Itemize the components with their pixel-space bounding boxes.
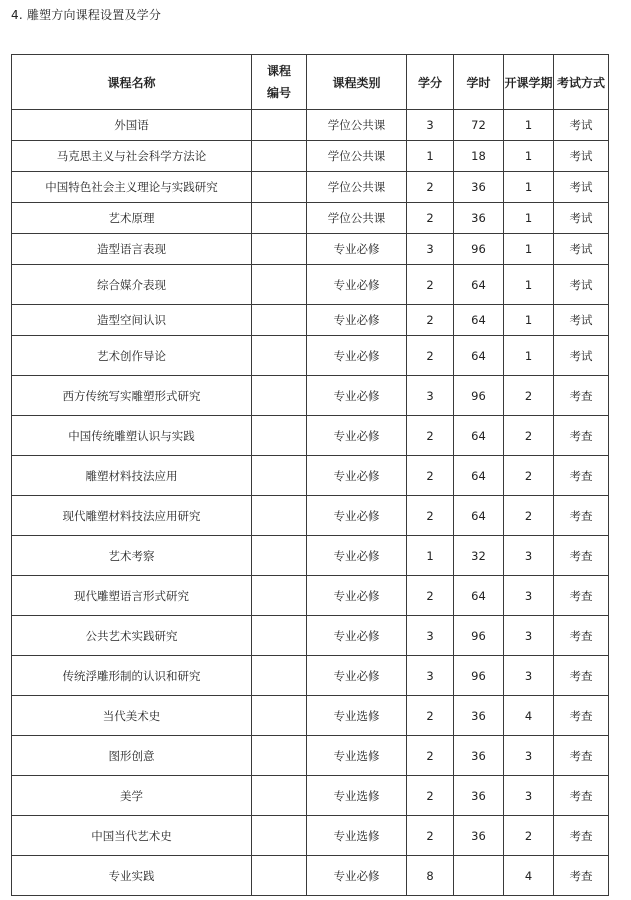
hours-cell: 96 — [454, 234, 504, 265]
exam-method-cell: 考试 — [554, 172, 609, 203]
exam-method-cell: 考查 — [554, 456, 609, 496]
hours-cell: 64 — [454, 456, 504, 496]
header-course-code-line2: 编号 — [266, 86, 291, 100]
exam-method-cell: 考查 — [554, 776, 609, 816]
table-row — [12, 576, 609, 616]
course-category-cell: 专业必修 — [307, 234, 407, 265]
course-code-cell — [252, 265, 307, 305]
course-table — [11, 54, 609, 896]
course-code-cell — [252, 376, 307, 416]
table-row — [12, 776, 609, 816]
credits-cell: 3 — [407, 110, 454, 141]
hours-cell: 64 — [454, 496, 504, 536]
credits-cell: 2 — [407, 736, 454, 776]
header-course-name: 课程名称 — [12, 55, 252, 110]
hours-cell: 36 — [454, 816, 504, 856]
semester-cell: 3 — [504, 776, 554, 816]
semester-cell: 3 — [504, 576, 554, 616]
exam-method-cell: 考试 — [554, 305, 609, 336]
credits-cell: 2 — [407, 172, 454, 203]
exam-method-cell: 考试 — [554, 141, 609, 172]
hours-cell: 64 — [454, 576, 504, 616]
exam-method-cell: 考试 — [554, 203, 609, 234]
exam-method-cell: 考试 — [554, 336, 609, 376]
section-heading: 4. 雕塑方向课程设置及学分 — [11, 8, 162, 22]
credits-cell: 1 — [407, 536, 454, 576]
course-name-cell: 中国当代艺术史 — [12, 816, 252, 856]
course-name-cell: 图形创意 — [12, 736, 252, 776]
table-row — [12, 536, 609, 576]
credits-cell: 3 — [407, 616, 454, 656]
course-code-cell — [252, 110, 307, 141]
course-code-cell — [252, 456, 307, 496]
header-exam-method: 考试方式 — [554, 55, 609, 110]
exam-method-cell: 考查 — [554, 416, 609, 456]
course-category-cell: 学位公共课 — [307, 203, 407, 234]
semester-cell: 1 — [504, 336, 554, 376]
hours-cell: 36 — [454, 736, 504, 776]
course-category-cell: 专业必修 — [307, 456, 407, 496]
hours-cell: 36 — [454, 203, 504, 234]
table-row — [12, 172, 609, 203]
course-category-cell: 专业必修 — [307, 305, 407, 336]
semester-cell: 2 — [504, 376, 554, 416]
credits-cell: 3 — [407, 656, 454, 696]
course-code-cell — [252, 141, 307, 172]
hours-cell: 36 — [454, 776, 504, 816]
hours-cell: 72 — [454, 110, 504, 141]
table-row — [12, 696, 609, 736]
course-category-cell: 专业必修 — [307, 496, 407, 536]
semester-cell: 4 — [504, 696, 554, 736]
credits-cell: 3 — [407, 234, 454, 265]
semester-cell: 2 — [504, 496, 554, 536]
course-code-cell — [252, 416, 307, 456]
course-code-cell — [252, 536, 307, 576]
header-semester: 开课学期 — [504, 55, 554, 110]
course-code-cell — [252, 336, 307, 376]
course-name-cell: 传统浮雕形制的认识和研究 — [12, 656, 252, 696]
hours-cell: 36 — [454, 696, 504, 736]
course-name-cell: 现代雕塑材料技法应用研究 — [12, 496, 252, 536]
course-name-cell: 当代美术史 — [12, 696, 252, 736]
course-name-cell: 外国语 — [12, 110, 252, 141]
course-category-cell: 学位公共课 — [307, 141, 407, 172]
course-name-cell: 雕塑材料技法应用 — [12, 456, 252, 496]
course-code-cell — [252, 736, 307, 776]
exam-method-cell: 考查 — [554, 856, 609, 896]
table-row — [12, 456, 609, 496]
credits-cell: 2 — [407, 416, 454, 456]
course-code-cell — [252, 172, 307, 203]
course-code-cell — [252, 203, 307, 234]
exam-method-cell: 考试 — [554, 265, 609, 305]
course-category-cell: 专业必修 — [307, 416, 407, 456]
course-name-cell: 综合媒介表现 — [12, 265, 252, 305]
course-code-cell — [252, 616, 307, 656]
course-name-cell: 现代雕塑语言形式研究 — [12, 576, 252, 616]
table-row — [12, 203, 609, 234]
course-table-body — [12, 110, 609, 896]
course-code-cell — [252, 816, 307, 856]
course-category-cell: 专业必修 — [307, 616, 407, 656]
course-category-cell: 专业选修 — [307, 816, 407, 856]
course-name-cell: 艺术考察 — [12, 536, 252, 576]
credits-cell: 2 — [407, 496, 454, 536]
course-category-cell: 专业必修 — [307, 656, 407, 696]
exam-method-cell: 考查 — [554, 496, 609, 536]
credits-cell: 8 — [407, 856, 454, 896]
hours-cell — [454, 856, 504, 896]
course-category-cell: 专业必修 — [307, 856, 407, 896]
course-category-cell: 学位公共课 — [307, 172, 407, 203]
table-row — [12, 616, 609, 656]
hours-cell: 36 — [454, 172, 504, 203]
table-row — [12, 656, 609, 696]
credits-cell: 2 — [407, 305, 454, 336]
course-category-cell: 专业必修 — [307, 576, 407, 616]
table-row — [12, 234, 609, 265]
exam-method-cell: 考试 — [554, 110, 609, 141]
credits-cell: 2 — [407, 576, 454, 616]
table-row — [12, 856, 609, 896]
exam-method-cell: 考查 — [554, 376, 609, 416]
semester-cell: 1 — [504, 141, 554, 172]
exam-method-cell: 考查 — [554, 656, 609, 696]
course-code-cell — [252, 856, 307, 896]
semester-cell: 4 — [504, 856, 554, 896]
hours-cell: 96 — [454, 616, 504, 656]
course-category-cell: 专业选修 — [307, 696, 407, 736]
course-category-cell: 专业必修 — [307, 536, 407, 576]
hours-cell: 64 — [454, 336, 504, 376]
credits-cell: 2 — [407, 265, 454, 305]
course-name-cell: 造型空间认识 — [12, 305, 252, 336]
exam-method-cell: 考查 — [554, 576, 609, 616]
course-category-cell: 专业选修 — [307, 736, 407, 776]
course-code-cell — [252, 696, 307, 736]
table-header-row — [12, 55, 609, 110]
course-category-cell: 专业选修 — [307, 776, 407, 816]
course-code-cell — [252, 234, 307, 265]
header-course-code-line1: 课程 — [266, 64, 291, 78]
table-row — [12, 816, 609, 856]
course-code-cell — [252, 776, 307, 816]
hours-cell: 96 — [454, 656, 504, 696]
course-name-cell: 专业实践 — [12, 856, 252, 896]
table-row — [12, 416, 609, 456]
credits-cell: 2 — [407, 203, 454, 234]
course-name-cell: 造型语言表现 — [12, 234, 252, 265]
semester-cell: 3 — [504, 656, 554, 696]
course-name-cell: 艺术创作导论 — [12, 336, 252, 376]
course-category-cell: 专业必修 — [307, 336, 407, 376]
course-code-cell — [252, 576, 307, 616]
table-row — [12, 376, 609, 416]
header-course-category: 课程类别 — [307, 55, 407, 110]
course-code-cell — [252, 496, 307, 536]
course-name-cell: 公共艺术实践研究 — [12, 616, 252, 656]
hours-cell: 32 — [454, 536, 504, 576]
semester-cell: 2 — [504, 816, 554, 856]
table-row — [12, 305, 609, 336]
credits-cell: 2 — [407, 696, 454, 736]
semester-cell: 3 — [504, 536, 554, 576]
course-code-cell — [252, 305, 307, 336]
course-category-cell: 专业必修 — [307, 265, 407, 305]
course-name-cell: 中国传统雕塑认识与实践 — [12, 416, 252, 456]
semester-cell: 1 — [504, 203, 554, 234]
exam-method-cell: 考查 — [554, 696, 609, 736]
semester-cell: 3 — [504, 616, 554, 656]
credits-cell: 3 — [407, 376, 454, 416]
header-hours: 学时 — [454, 55, 504, 110]
credits-cell: 2 — [407, 336, 454, 376]
table-row — [12, 141, 609, 172]
hours-cell: 96 — [454, 376, 504, 416]
exam-method-cell: 考查 — [554, 816, 609, 856]
course-category-cell: 学位公共课 — [307, 110, 407, 141]
table-row — [12, 265, 609, 305]
exam-method-cell: 考查 — [554, 536, 609, 576]
credits-cell: 2 — [407, 816, 454, 856]
semester-cell: 2 — [504, 416, 554, 456]
semester-cell: 1 — [504, 172, 554, 203]
credits-cell: 2 — [407, 456, 454, 496]
header-course-code — [252, 55, 307, 110]
course-name-cell: 马克思主义与社会科学方法论 — [12, 141, 252, 172]
hours-cell: 64 — [454, 416, 504, 456]
course-name-cell: 中国特色社会主义理论与实践研究 — [12, 172, 252, 203]
exam-method-cell: 考试 — [554, 234, 609, 265]
semester-cell: 1 — [504, 110, 554, 141]
semester-cell: 3 — [504, 736, 554, 776]
credits-cell: 1 — [407, 141, 454, 172]
table-row — [12, 496, 609, 536]
hours-cell: 64 — [454, 305, 504, 336]
hours-cell: 18 — [454, 141, 504, 172]
course-name-cell: 艺术原理 — [12, 203, 252, 234]
course-name-cell: 美学 — [12, 776, 252, 816]
semester-cell: 2 — [504, 456, 554, 496]
semester-cell: 1 — [504, 305, 554, 336]
course-name-cell: 西方传统写实雕塑形式研究 — [12, 376, 252, 416]
semester-cell: 1 — [504, 234, 554, 265]
hours-cell: 64 — [454, 265, 504, 305]
course-code-cell — [252, 656, 307, 696]
credits-cell: 2 — [407, 776, 454, 816]
course-category-cell: 专业必修 — [307, 376, 407, 416]
semester-cell: 1 — [504, 265, 554, 305]
table-row — [12, 336, 609, 376]
exam-method-cell: 考查 — [554, 616, 609, 656]
table-row — [12, 110, 609, 141]
table-row — [12, 736, 609, 776]
header-credits: 学分 — [407, 55, 454, 110]
exam-method-cell: 考查 — [554, 736, 609, 776]
